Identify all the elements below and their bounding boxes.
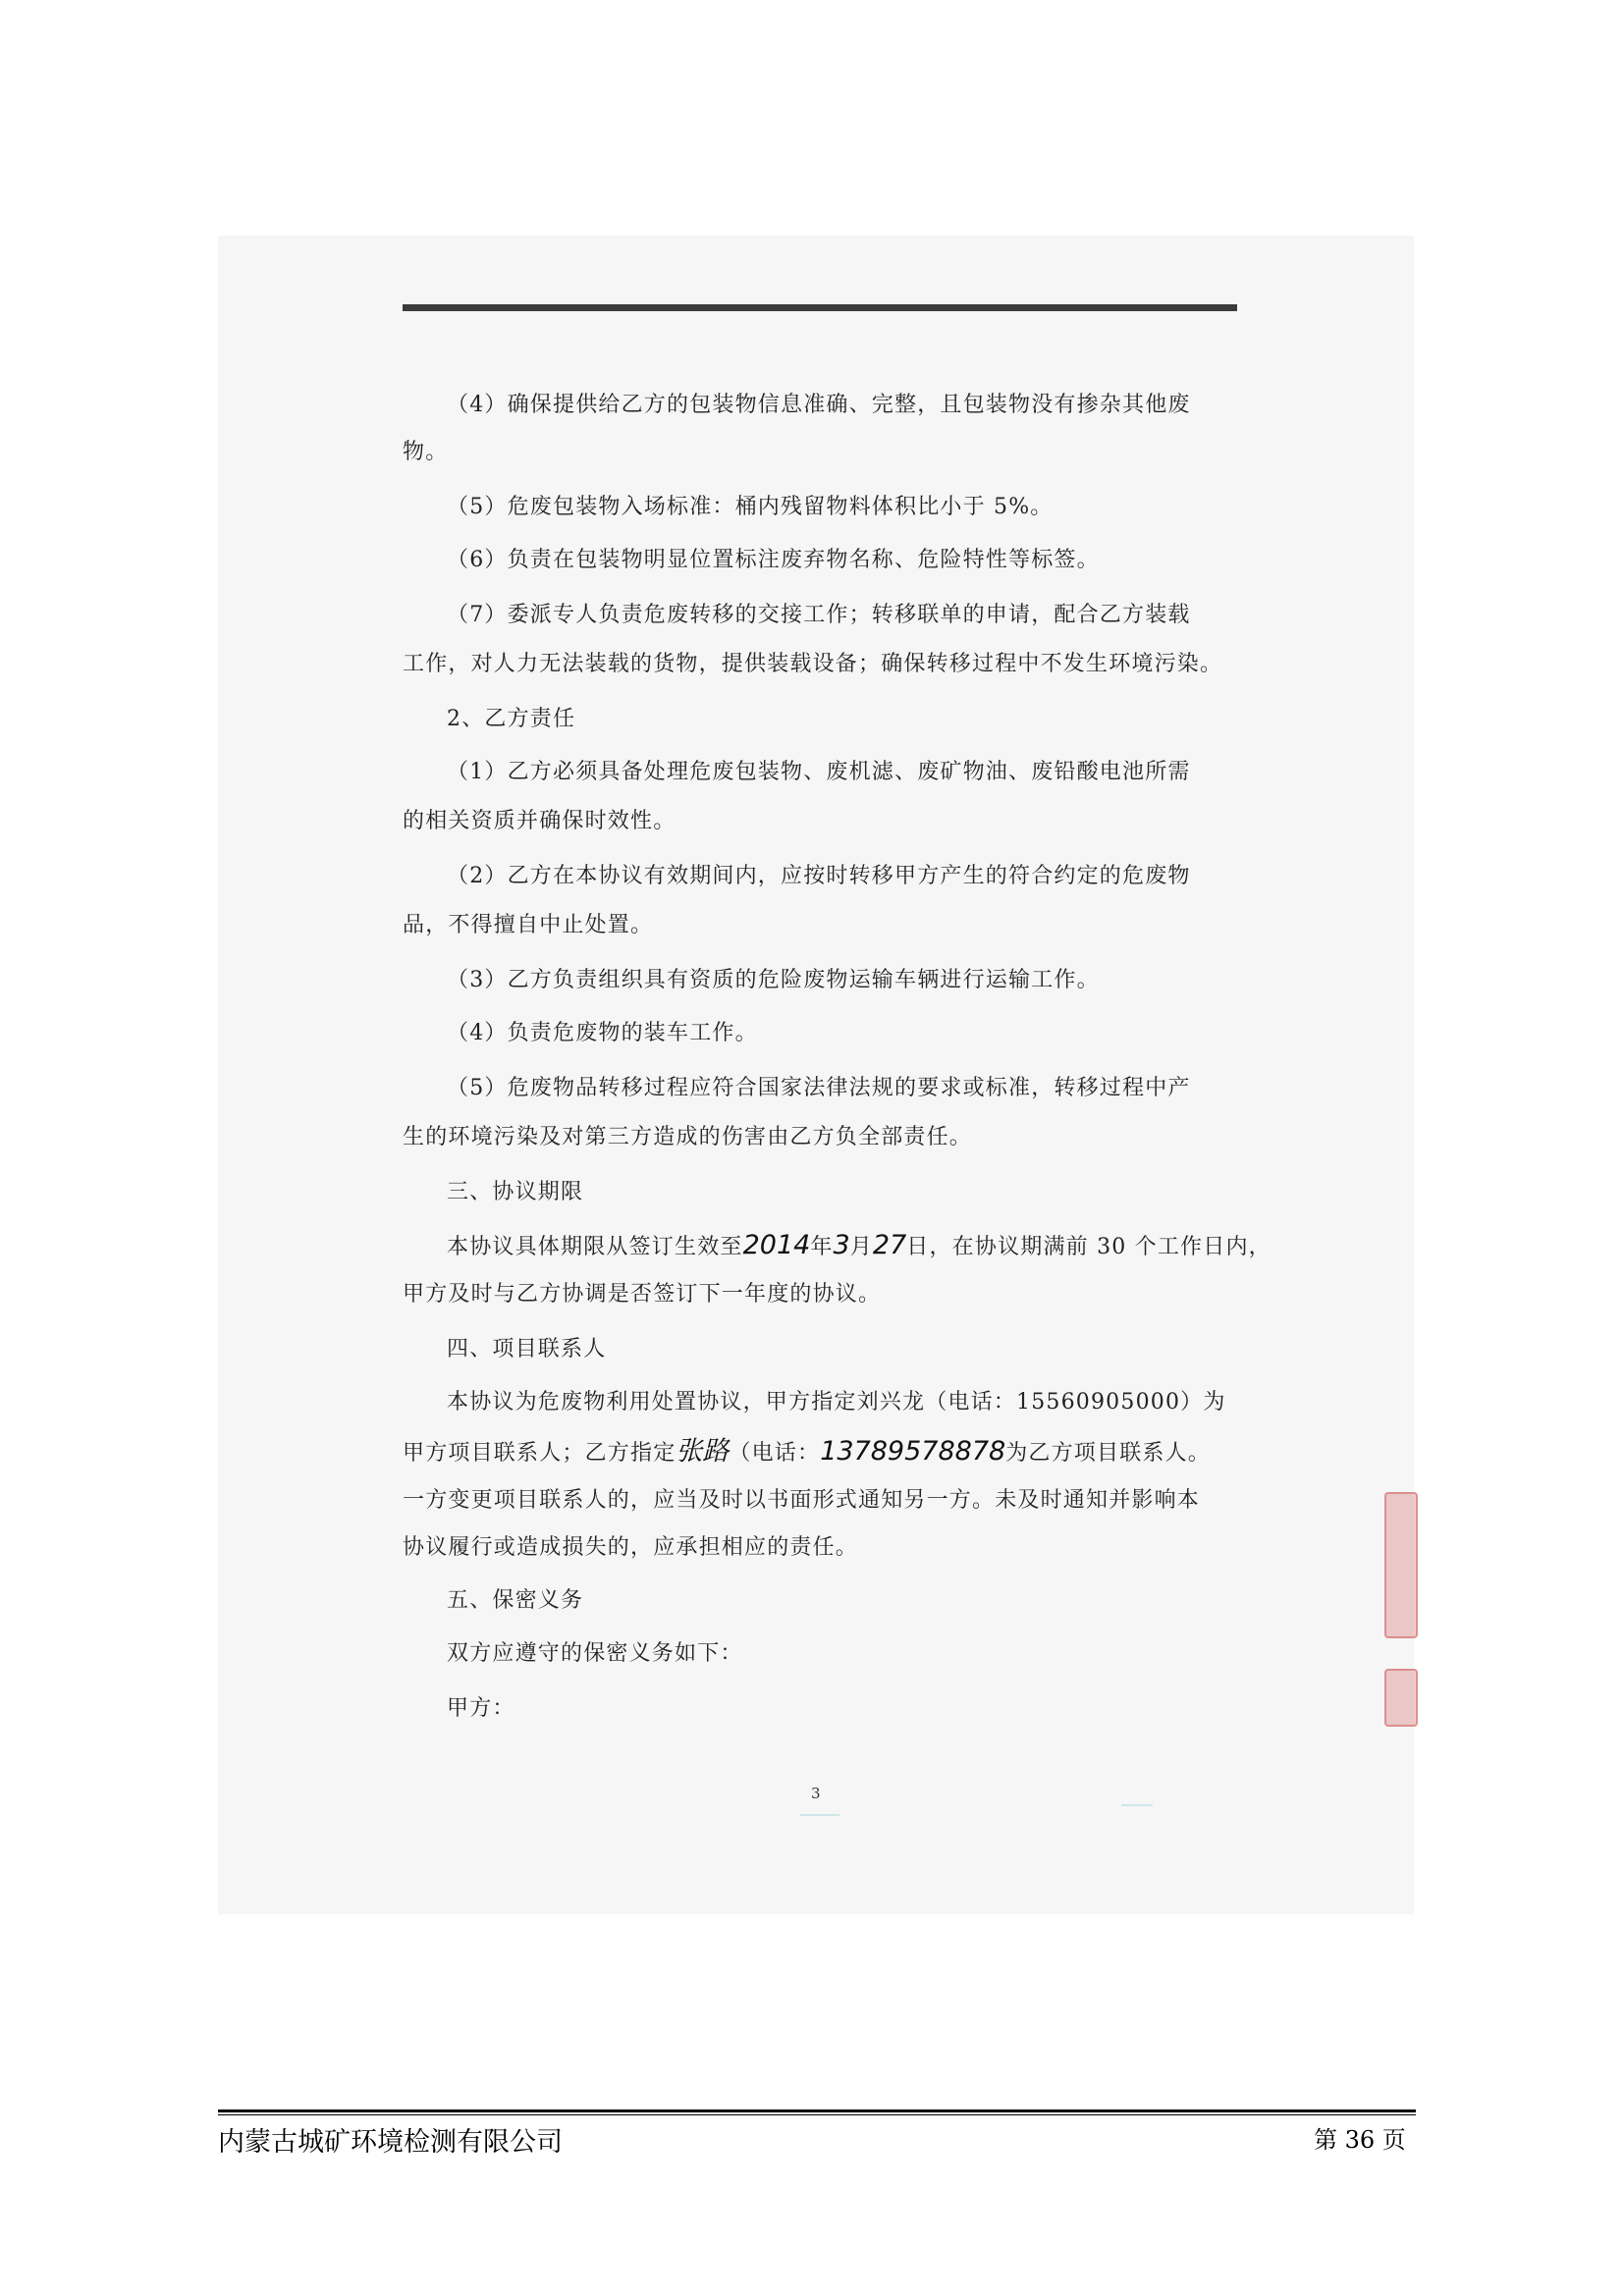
contact-line2 bbox=[403, 1438, 1211, 1468]
scan-artifact bbox=[800, 1814, 839, 1816]
contact-suffix: 为乙方项目联系人。 bbox=[1005, 1441, 1211, 1466]
term-heading: 三、协议期限 bbox=[447, 1180, 584, 1204]
contact-line3: 一方变更项目联系人的，应当及时以书面形式通知另一方。未及时通知并影响本 bbox=[403, 1488, 1201, 1513]
confidential-intro: 双方应遵守的保密义务如下： bbox=[447, 1641, 743, 1666]
handwritten-phone: 13789578878 bbox=[820, 1436, 1006, 1467]
footer-page-number: 第 36 页 bbox=[1314, 2126, 1406, 2154]
handwritten-contact-name: 张路 bbox=[676, 1436, 730, 1467]
footer-company: 内蒙古城矿环境检测有限公司 bbox=[218, 2127, 563, 2158]
party-b-heading: 2、乙方责任 bbox=[447, 707, 576, 731]
contact-prefix: 甲方项目联系人；乙方指定 bbox=[403, 1441, 677, 1466]
clause-b5-line1: （5）危废物品转移过程应符合国家法律法规的要求或标准，转移过程中产 bbox=[447, 1076, 1191, 1100]
clause-a7-line1: （7）委派专人负责危废转移的交接工作；转移联单的申请，配合乙方装载 bbox=[447, 603, 1191, 627]
clause-b3: （3）乙方负责组织具有资质的危险废物运输车辆进行运输工作。 bbox=[447, 968, 1100, 992]
term-line2: 甲方及时与乙方协调是否签订下一年度的协议。 bbox=[403, 1282, 882, 1307]
scan-artifact bbox=[1121, 1804, 1153, 1806]
red-seal-stamp bbox=[1382, 1492, 1414, 1723]
clause-a4-line2: 物。 bbox=[403, 440, 449, 464]
header-rule bbox=[403, 304, 1237, 311]
clause-a7-line2: 工作，对人力无法装载的货物，提供装载设备；确保转移过程中不发生环境污染。 bbox=[403, 652, 1223, 676]
handwritten-year: 2014 bbox=[742, 1230, 811, 1260]
footer-rule bbox=[218, 2109, 1416, 2112]
clause-b5-line2: 生的环境污染及对第三方造成的伤害由乙方负全部责任。 bbox=[403, 1125, 973, 1149]
clause-b4: （4）负责危废物的装车工作。 bbox=[447, 1021, 758, 1045]
term-line1 bbox=[447, 1232, 1272, 1261]
scan-page-number: 3 bbox=[811, 1785, 821, 1802]
confidential-heading: 五、保密义务 bbox=[447, 1588, 584, 1613]
clause-a5: （5）危废包装物入场标准：桶内残留物料体积比小于 5%。 bbox=[447, 495, 1054, 519]
term-suffix: 日，在协议期满前 30 个工作日内， bbox=[906, 1235, 1272, 1259]
handwritten-day: 27 bbox=[872, 1230, 907, 1260]
contact-heading: 四、项目联系人 bbox=[447, 1337, 607, 1362]
clause-a6: （6）负责在包装物明显位置标注废弃物名称、危险特性等标签。 bbox=[447, 548, 1100, 572]
seal-fragment bbox=[1384, 1669, 1418, 1727]
year-label: 年 bbox=[810, 1235, 834, 1259]
contact-line1: 本协议为危废物利用处置协议，甲方指定刘兴龙（电话：15560905000）为 bbox=[447, 1390, 1226, 1415]
clause-b1-line2: 的相关资质并确保时效性。 bbox=[403, 809, 677, 833]
footer-rule-thin bbox=[218, 2114, 1416, 2115]
clause-b1-line1: （1）乙方必须具备处理危废包装物、废机滤、废矿物油、废铅酸电池所需 bbox=[447, 760, 1191, 784]
clause-a4-line1: （4）确保提供给乙方的包装物信息准确、完整，且包装物没有掺杂其他废 bbox=[447, 393, 1191, 417]
contact-line4: 协议履行或造成损失的，应承担相应的责任。 bbox=[403, 1535, 859, 1560]
month-label: 月 bbox=[849, 1235, 873, 1259]
term-prefix: 本协议具体期限从签订生效至 bbox=[447, 1235, 743, 1259]
seal-fragment bbox=[1384, 1492, 1418, 1638]
party-a-label: 甲方： bbox=[447, 1696, 515, 1721]
handwritten-month: 3 bbox=[833, 1230, 850, 1260]
clause-b2-line1: （2）乙方在本协议有效期间内，应按时转移甲方产生的符合约定的危废物 bbox=[447, 864, 1191, 888]
clause-b2-line2: 品，不得擅自中止处置。 bbox=[403, 913, 654, 937]
phone-label: （电话： bbox=[729, 1441, 821, 1466]
